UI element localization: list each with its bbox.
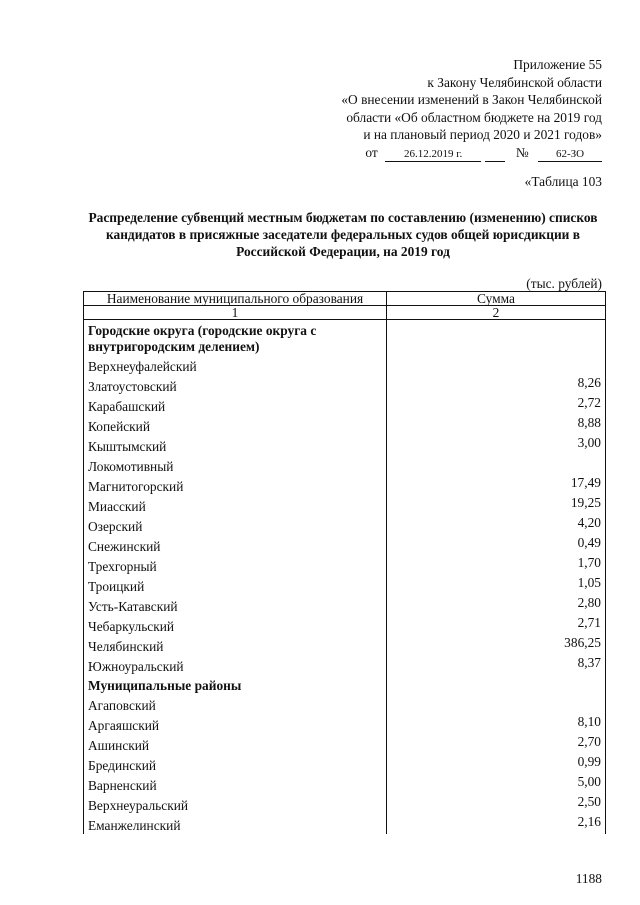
municipality-name: Магнитогорский [84, 475, 387, 495]
subvention-amount: 8,37 [387, 655, 606, 675]
table-group-row [84, 675, 606, 694]
municipality-name: Верхнеуральский [84, 794, 387, 814]
column-number-2: 2 [387, 306, 606, 320]
municipality-name: Брединский [84, 754, 387, 774]
table-row [84, 814, 606, 834]
municipality-name: Локомотивный [84, 455, 387, 475]
table-row [84, 495, 606, 515]
table-row [84, 455, 606, 475]
table-row [84, 375, 606, 395]
subvention-amount: 0,99 [387, 754, 606, 774]
table-row [84, 595, 606, 615]
municipality-name: Миасский [84, 495, 387, 515]
law-date-number-line [341, 144, 602, 162]
subvention-amount: 1,05 [387, 575, 606, 595]
municipality-name: Трехгорный [84, 555, 387, 575]
subvention-table [83, 291, 606, 834]
table-row [84, 754, 606, 774]
appendix-header [341, 56, 602, 162]
subvention-amount [387, 675, 606, 694]
units-label: (тыс. рублей) [526, 276, 602, 291]
table-row [84, 615, 606, 635]
municipality-name: Снежинский [84, 535, 387, 555]
subvention-amount: 2,80 [387, 595, 606, 615]
subvention-amount [387, 694, 606, 714]
law-number: 62-ЗО [538, 148, 602, 162]
subvention-amount: 8,88 [387, 415, 606, 435]
header-line: к Закону Челябинской области [427, 74, 602, 90]
subvention-amount [387, 320, 606, 356]
subvention-amount [387, 455, 606, 475]
table-row [84, 714, 606, 734]
subvention-amount: 2,71 [387, 615, 606, 635]
table-row [84, 774, 606, 794]
municipality-name: Озерский [84, 515, 387, 535]
subvention-amount [387, 355, 606, 375]
table-header-row [84, 292, 606, 306]
municipality-name: Аргаяшский [84, 714, 387, 734]
date-underline [485, 148, 505, 162]
subvention-amount: 19,25 [387, 495, 606, 515]
municipality-name: Усть-Катавский [84, 595, 387, 615]
table-row [84, 535, 606, 555]
municipality-name: Южноуральский [84, 655, 387, 675]
subvention-amount: 0,49 [387, 535, 606, 555]
column-number-1: 1 [84, 306, 387, 320]
table-row [84, 435, 606, 455]
from-label: от [365, 144, 378, 160]
table-row [84, 635, 606, 655]
subvention-amount: 386,25 [387, 635, 606, 655]
municipality-name: Верхнеуфалейский [84, 355, 387, 375]
header-line: области «Об областном бюджете на 2019 год [346, 109, 602, 125]
subvention-amount: 2,50 [387, 794, 606, 814]
table-number-row [84, 306, 606, 320]
subvention-amount: 1,70 [387, 555, 606, 575]
municipality-name: Чебаркульский [84, 615, 387, 635]
municipality-name: Троицкий [84, 575, 387, 595]
table-body [84, 320, 606, 835]
table-row [84, 794, 606, 814]
header-line: и на плановый период 2020 и 2021 годов» [363, 127, 602, 142]
table-row [84, 655, 606, 675]
table-row [84, 734, 606, 754]
subvention-amount: 2,70 [387, 734, 606, 754]
municipality-name: Ашинский [84, 734, 387, 754]
page-number: 1188 [575, 871, 602, 886]
municipality-name: Городские округа (городские округа с внутригородским делением) [84, 320, 387, 356]
column-header-name: Наименование муниципального образования [84, 292, 387, 306]
subvention-amount: 8,10 [387, 714, 606, 734]
table-reference: «Таблица 103 [524, 174, 602, 189]
municipality-name: Еманжелинский [84, 814, 387, 834]
law-date: 26.12.2019 г. [385, 148, 481, 162]
subvention-amount: 8,26 [387, 375, 606, 395]
table-row [84, 475, 606, 495]
table-row [84, 575, 606, 595]
municipality-name: Копейский [84, 415, 387, 435]
municipality-name: Кыштымский [84, 435, 387, 455]
table-row [84, 395, 606, 415]
table-row [84, 415, 606, 435]
column-header-sum: Сумма [387, 292, 606, 306]
subvention-amount: 2,16 [387, 814, 606, 834]
subvention-amount: 17,49 [387, 475, 606, 495]
table-row [84, 555, 606, 575]
number-label: № [515, 144, 529, 160]
municipality-name: Агаповский [84, 694, 387, 714]
header-line: «О внесении изменений в Закон Челябинской [341, 92, 602, 107]
table-row [84, 355, 606, 375]
municipality-name: Муниципальные районы [84, 675, 387, 694]
subvention-amount: 4,20 [387, 515, 606, 535]
subvention-amount: 3,00 [387, 435, 606, 455]
table-row [84, 694, 606, 714]
municipality-name: Карабашский [84, 395, 387, 415]
header-line: Приложение 55 [513, 57, 602, 72]
municipality-name: Челябинский [84, 635, 387, 655]
subvention-amount: 5,00 [387, 774, 606, 794]
table-group-row [84, 320, 606, 356]
subvention-amount: 2,72 [387, 395, 606, 415]
municipality-name: Златоустовский [84, 375, 387, 395]
document-title: Распределение субвенций местным бюджетам по составлению (изменению) списков кандидатов в присяжные заседатели федеральных судов общей юрисдикции в Российской Федерации, на 2019 год [88, 210, 598, 259]
municipality-name: Варненский [84, 774, 387, 794]
table-row [84, 515, 606, 535]
